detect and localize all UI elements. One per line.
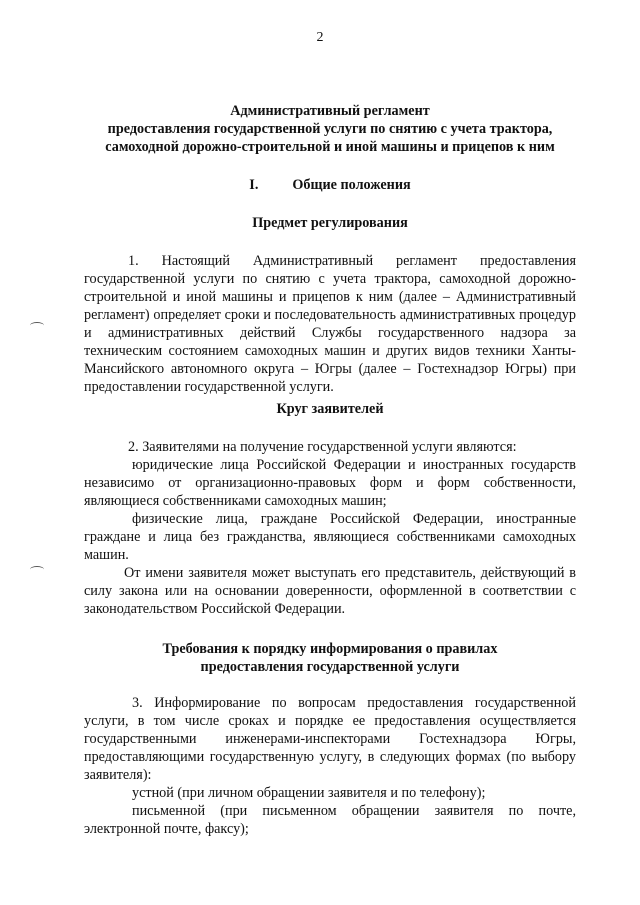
document-title <box>84 102 576 156</box>
subject-heading: Предмет регулирования <box>252 215 408 231</box>
applicants-legal: юридические лица Российской Федерации и иностранных государств независимо от организационно-правовых форм и форм собственности, являющиеся собственниками самоходных машин; <box>84 457 576 509</box>
applicants-representative: От имени заявителя может выступать его представитель, действующий в силу закона или на основании доверенности, оформленной в соответствии с законодательством Российской Федерации. <box>84 565 576 617</box>
applicants-heading: Круг заявителей <box>276 401 384 417</box>
paragraph-2: 2. Заявителями на получение государственной услуги являются: <box>128 439 517 455</box>
informing-oral: устной (при личном обращении заявителя и по телефону); <box>132 785 486 801</box>
section-heading-general <box>84 176 576 194</box>
binding-mark <box>30 322 44 329</box>
title-line-2: предоставления государственной услуги по снятию с учета трактора, <box>107 121 553 137</box>
section-number: I. <box>249 177 259 193</box>
page-number: 2 <box>316 30 324 45</box>
title-line-1: Административный регламент <box>230 103 430 119</box>
informing-heading-line-1: Требования к порядку информирования о правилах <box>162 641 498 657</box>
title-line-3: самоходной дорожно-строительной и иной машины и прицепов к ним <box>105 139 555 155</box>
section-title: Общие положения <box>292 177 411 193</box>
document-body <box>84 102 576 838</box>
applicants-physical: физические лица, граждане Российской Федерации, иностранные граждане и лица без гражданства, являющиеся собственниками самоходных машин. <box>84 511 576 563</box>
paragraph-1: 1. Настоящий Административный регламент предоставления государственной услуги по снятию с учета трактора, самоходной дорожно-строительной и иной машины и прицепов к ним (далее – Административный регламент) определяет сроки и последовательность административных процедур и административных действий Службы государственного надзора за техническим состоянием самоходных машин и других видов техники Ханты-Мансийского автономного округа – Югры (далее – Гостехнадзор Югры) при предоставлении государственной услуги. <box>84 253 576 395</box>
binding-mark <box>30 566 44 573</box>
informing-written: письменной (при письменном обращении заявителя по почте, электронной почте, факсу); <box>84 803 576 837</box>
informing-heading-line-2: предоставления государственной услуги <box>200 659 460 675</box>
paragraph-3: 3. Информирование по вопросам предоставления государственной услуги, в том числе сроках и порядке ее предоставления осуществляется государственными инженерами-инспекторами Гостехнадзора Югры, предоставляющими государственную услугу, в следующих формах (по выбору заявителя): <box>84 695 576 783</box>
informing-heading <box>84 640 576 676</box>
